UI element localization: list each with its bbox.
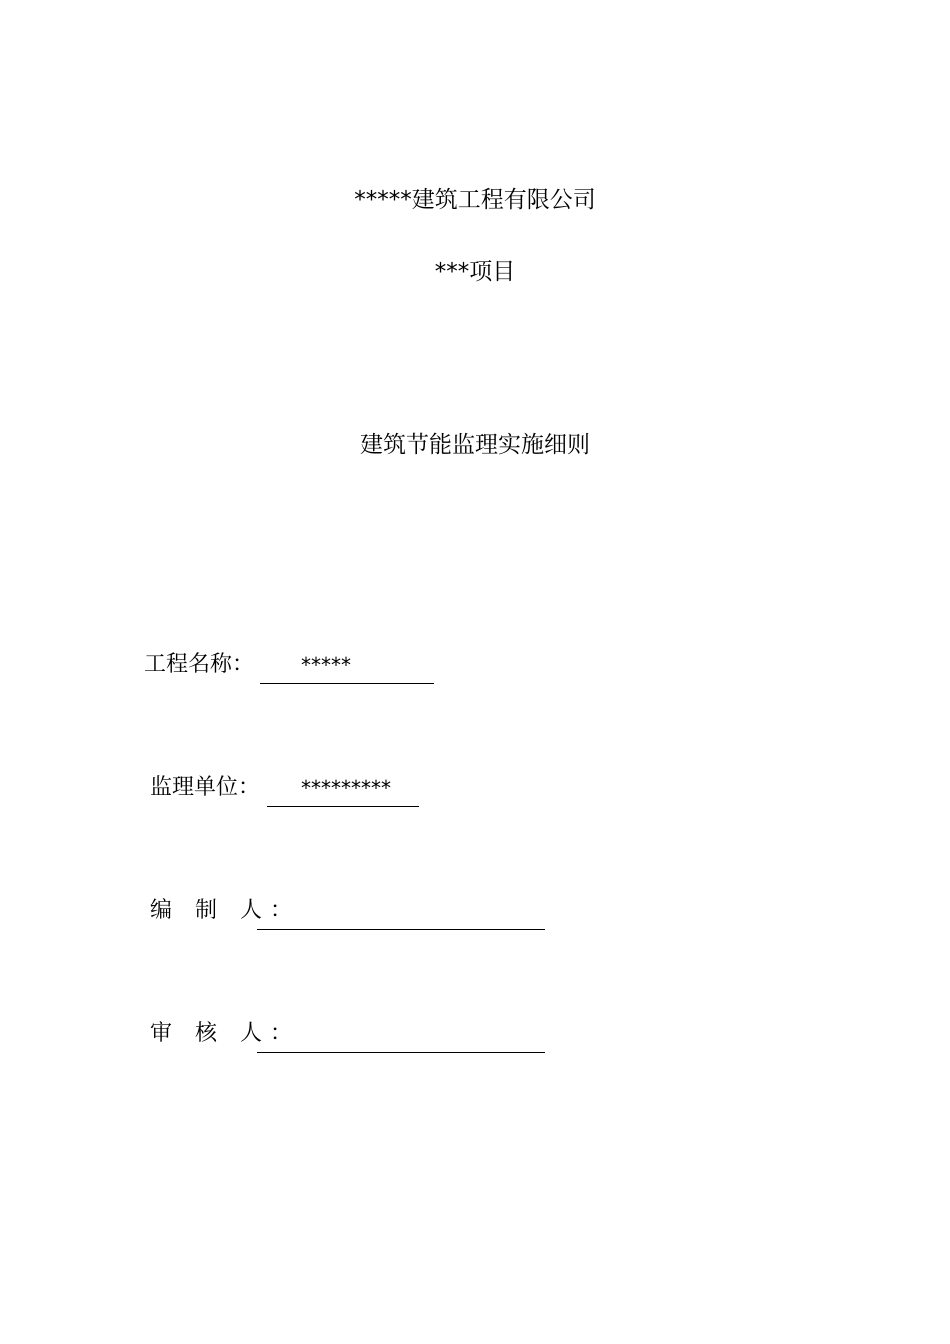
company-name: *****建筑工程有限公司 (354, 187, 596, 213)
reviewer-field (150, 1019, 550, 1053)
project-name-heading: ***项目 (434, 259, 516, 285)
editor-underline (257, 929, 545, 930)
supervision-unit-value: ********* (301, 776, 391, 800)
reviewer-underline (257, 1052, 545, 1053)
editor-label: 编 制 人： (150, 898, 300, 923)
project-name-underline (260, 683, 434, 684)
project-name-field (144, 650, 444, 684)
supervision-unit-label: 监理单位： (150, 775, 261, 800)
editor-field (150, 896, 550, 930)
project-name-value: ***** (301, 653, 351, 677)
project-name-label: 工程名称： (144, 652, 255, 677)
supervision-unit-field (150, 773, 430, 807)
document-title: 建筑节能监理实施细则 (360, 432, 590, 458)
reviewer-label: 审 核 人： (150, 1021, 300, 1046)
supervision-unit-underline (267, 806, 419, 807)
